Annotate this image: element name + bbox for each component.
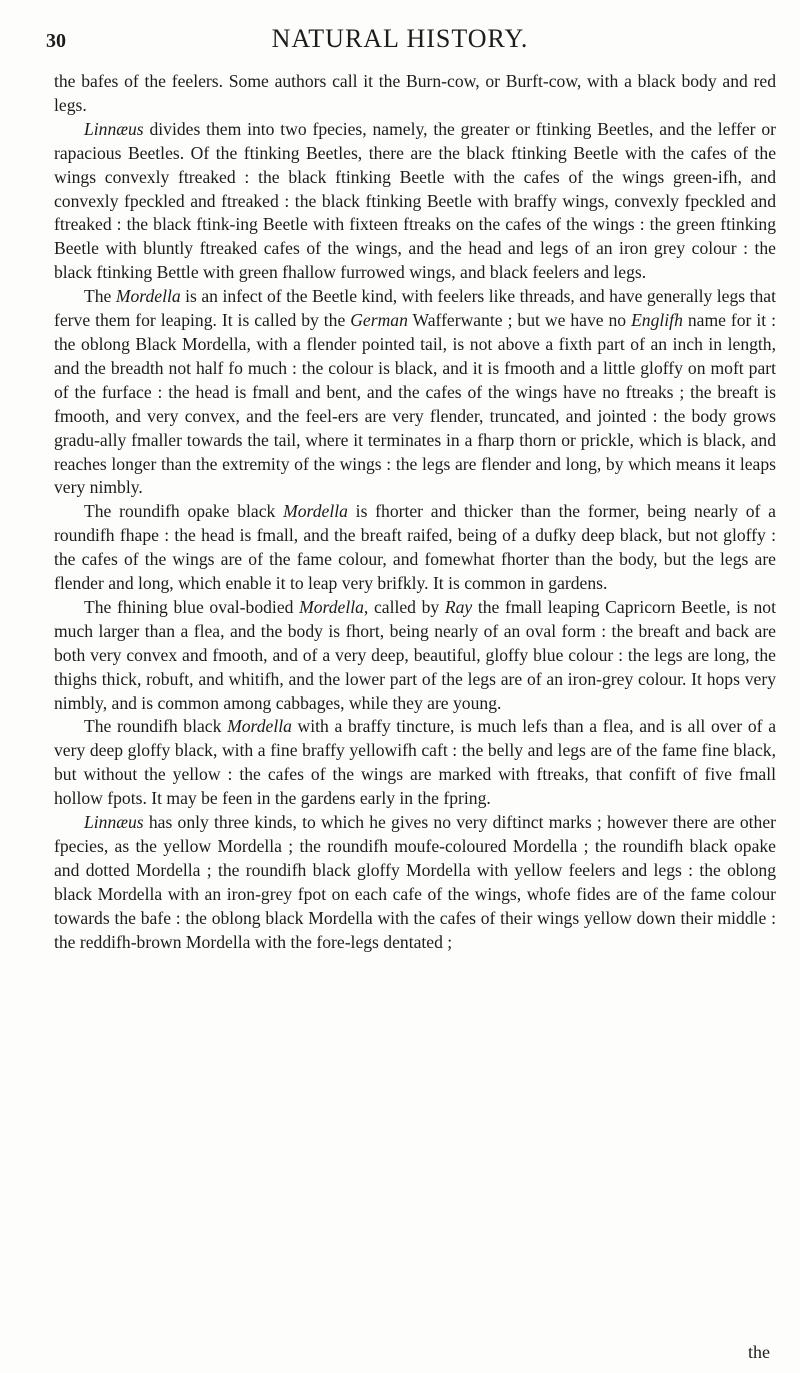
body-text [54,70,776,955]
paragraph-mordella-shining-blue [54,596,776,716]
italic-run: Linnæus [84,118,144,139]
paragraph-mordella-oblong [54,285,776,500]
text-run: Wafferwante ; but we have no [407,310,632,331]
text-run: The roundifh black [84,716,228,737]
text-run: with a braffy tincture, is much lefs than a flea, and is all over of a very deep gloffy black, with a fine braffy yellowifh caft : the belly and legs are of the fame fine black, but without the yellow : the cafes of the wings are marked with ftreaks, that confift of five fmall hollow fpots. It may be feen in the gardens early in the fpring. [54,716,777,809]
italic-run: Mordella [283,501,348,522]
paragraph-mordella-brassy [54,715,776,811]
text-run: divides them into two fpecies, namely, the greater or ftinking Beetles, and the leffer or rapacious Beetles. Of the ftinking Beetles, there are the black ftinking Beetle with the cafes of the wings convexly ftreaked : the black ftinking Beetle with the cafes of the wings green-ifh, and convexly fpeckled and ftreaked : the black ftinking Beetle with braffy wings, convexly fpeckled and ftreaked : the black ftink-ing Beetle with fixteen ftreaks on the cafes of the wings : the green ftinking Beetle with bluntly ftreaked cafes of the wings, and the head and legs of an iron grey colour : the black ftinking Bettle with green fhallow furrowed wings, and black feelers and legs. [54,118,776,283]
paragraph-linnaeus-kinds [54,811,776,954]
text-run: name for it : the oblong Black Mordella, with a flender pointed tail, is not above a fixth part of an inch in length, and the breadth not half fo much : the colour is black, and it is fmooth and a little gloffy on moft part of the furface : the head is fmall and bent, and the cafes of the wings have no ftreaks ; the breaft is fmooth, and very convex, and the feel-ers are very flender, truncated, and jointed : the body grows gradu-ally fmaller towards the tail, where it terminates in a fharp thorn or prickle, which is black, and reaches longer than the extremity of the wings : the legs are flender and long, by which means it leaps very nimbly. [54,310,776,498]
italic-run: Mordella [115,286,181,307]
italic-run: German [350,310,408,331]
text-run: is an infect of the Beetle kind, with feelers like threads, and have generally legs that ferve them for leaping. It is called by the [54,286,776,331]
text-run: the bafes of the feelers. Some authors call it the Burn-cow, or Burft-cow, with a black body and red legs. [54,71,776,115]
paragraph-mordella-roundish-opake [54,500,776,596]
paragraph-continuation [54,70,776,118]
italic-run: Ray [444,596,473,617]
page-number: 30 [46,30,66,52]
italic-run: Linnæus [84,812,144,833]
italic-run: Mordella [299,596,364,617]
text-run: is fhorter and thicker than the former, being nearly of a roundifh fhape : the head is fmall, and the breaft raifed, being of a dufky deep black, but not gloffy : the cafes of the wings are of the fame colour, and fomewhat fhorter than the body, but the legs are flender and long, which enable it to leap very brifkly. It is common in gardens. [54,501,776,594]
text-run: The roundifh opake black [84,501,284,522]
text-run: has only three kinds, to which he gives no very diftinct marks ; however there are other fpecies, as the yellow Mordella ; the roundifh moufe-coloured Mordella ; the roundifh black opake and dotted Mordella ; the roundifh black gloffy Mordella with yellow feelers and legs : the oblong black Mordella with an iron-grey fpot on each cafe of the wings, whofe fides are of the fame colour towards the bafe : the oblong black Mordella with the cafes of their wings yellow down their middle : the reddifh-brown Mordella with the fore-legs dentated ; [54,812,776,952]
paragraph-linnaeus-beetles [54,118,776,285]
text-run: , called by [363,596,445,617]
italic-run: Englifh [631,310,683,331]
text-run: The fhining blue oval-bodied [84,596,300,617]
italic-run: Mordella [227,716,292,737]
running-head: NATURAL HISTORY. [271,24,529,53]
text-run: The [84,286,116,307]
text-run: the fmall leaping Capricorn Beetle, is not much larger than a flea, and the body is fhort, being nearly of an oval form : the breaft and back are both very convex and fmooth, and of a very deep, beautiful, gloffy blue colour : the legs are long, the thighs thick, robuft, and whitifh, and the lower part of the legs are of an iron-grey colour. It hops very nimbly, and is common among cabbages, while they are young. [54,596,776,713]
catchword: the [748,1342,770,1362]
